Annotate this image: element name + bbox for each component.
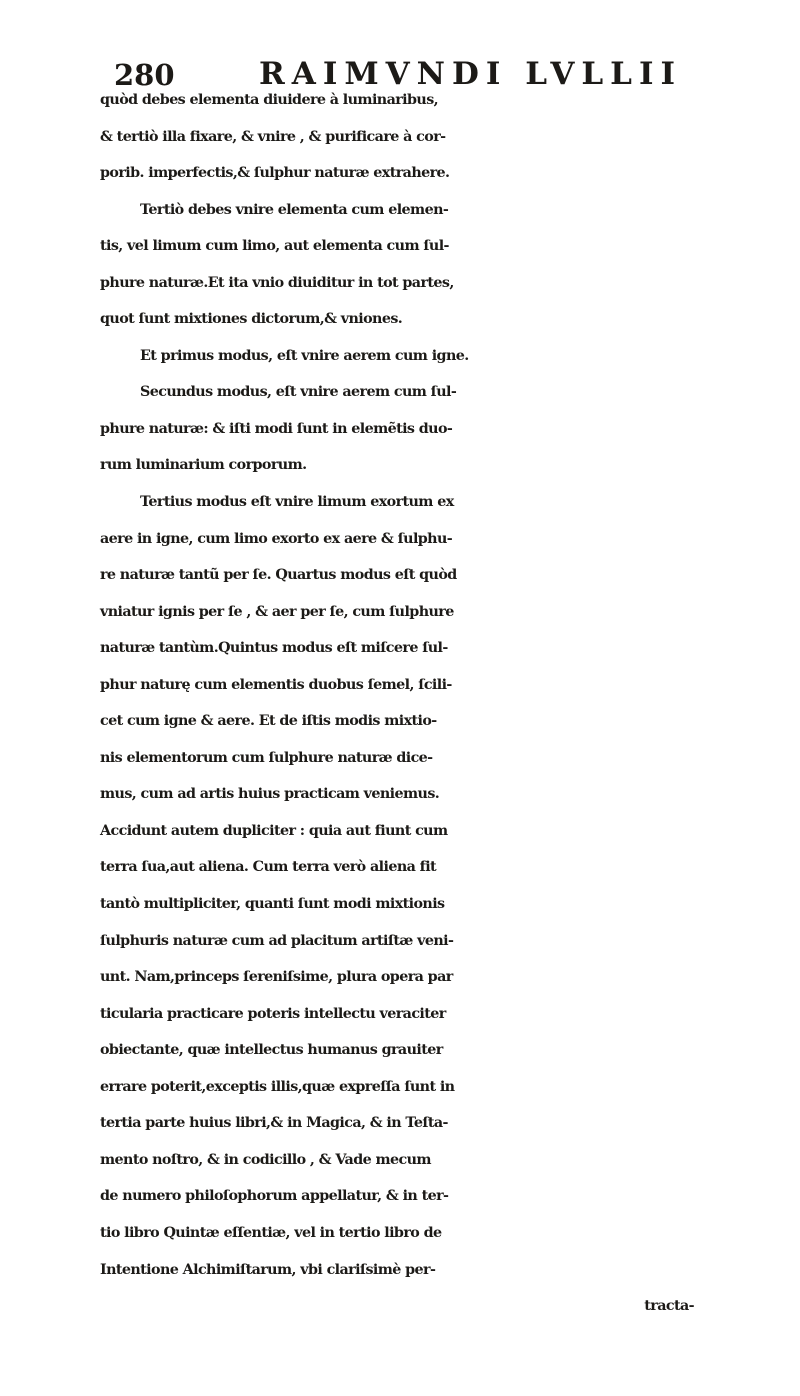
text-line: errare poterit,exceptis illis,quæ expreſſa ſunt in: [100, 1078, 455, 1095]
text-line: aere in igne, cum limo exorto ex aere & ſulphu-: [100, 530, 453, 547]
text-line: phure naturæ.Et ita vnio diuiditur in tot partes,: [100, 274, 454, 291]
paragraph-start-line: Tertius modus eſt vnire limum exortum ex: [140, 494, 454, 511]
text-line: phure naturæ: & iſti modi ſunt in elemẽtis duo-: [100, 420, 453, 437]
text-line: tantò multipliciter, quanti ſunt modi mixtionis: [100, 896, 445, 913]
text-line: cet cum igne & aere. Et de iſtis modis mixtio-: [100, 713, 437, 730]
page-number: 280: [114, 58, 175, 92]
text-line: tio libro Quintæ eſſentiæ, vel in tertio libro de: [100, 1224, 442, 1241]
paragraph-start-line: Tertiò debes vnire elementa cum elemen-: [140, 201, 449, 218]
text-line: ſulphuris naturæ cum ad placitum artiſtæ veni-: [100, 932, 454, 949]
paragraph-start-line: Et primus modus, eſt vnire aerem cum igne.: [140, 347, 469, 364]
text-line: vniatur ignis per ſe , & aer per ſe, cum ſulphure: [100, 603, 454, 620]
text-line: de numero philoſophorum appellatur, & in ter-: [100, 1188, 449, 1205]
text-line: obiectante, quæ intellectus humanus grauiter: [100, 1042, 443, 1059]
text-line: nis elementorum cum ſulphure naturæ dice-: [100, 749, 433, 766]
catchword: tracta-: [644, 1298, 694, 1315]
text-line: tis, vel limum cum limo, aut elementa cum ſul-: [100, 238, 449, 255]
text-line: unt. Nam,princeps ſereniſsime, plura opera par: [100, 969, 453, 986]
text-line: quòd debes elementa diuidere à luminaribus,: [100, 92, 439, 108]
text-line: re naturæ tantũ per ſe. Quartus modus eſt quòd: [100, 567, 457, 584]
text-line: mus, cum ad artis huius practicam veniemus.: [100, 786, 440, 803]
running-head: RAIMVNDI LVLLII: [259, 56, 682, 92]
text-line: tertia parte huius libri,& in Magica, & in Teſta-: [100, 1115, 448, 1132]
text-line: Accidunt autem dupliciter : quia aut fiunt cum: [100, 822, 448, 839]
paragraph-start-line: Secundus modus, eſt vnire aerem cum ſul-: [140, 384, 457, 401]
text-line: terra ſua,aut aliena. Cum terra verò aliena fit: [100, 859, 437, 876]
text-line: naturæ tantùm.Quintus modus eſt miſcere ſul-: [100, 640, 448, 657]
text-line: Intentione Alchimiſtarum, vbi clariſsimè per-: [100, 1261, 436, 1278]
text-line: porib. imperfectis,& ſulphur naturæ extrahere.: [100, 165, 450, 182]
text-line: & tertiò illa fixare, & vnire , & purificare à cor-: [100, 128, 446, 145]
text-line: quot ſunt mixtiones dictorum,& vniones.: [100, 311, 403, 328]
text-line: mento noſtro, & in codicillo , & Vade mecum: [100, 1151, 431, 1168]
text-line: phur naturę cum elementis duobus ſemel, ſcili-: [100, 676, 452, 693]
text-line: rum luminarium corporum.: [100, 457, 307, 474]
text-line: ticularia practicare poteris intellectu veraciter: [100, 1005, 446, 1022]
body-text: [100, 82, 800, 1325]
